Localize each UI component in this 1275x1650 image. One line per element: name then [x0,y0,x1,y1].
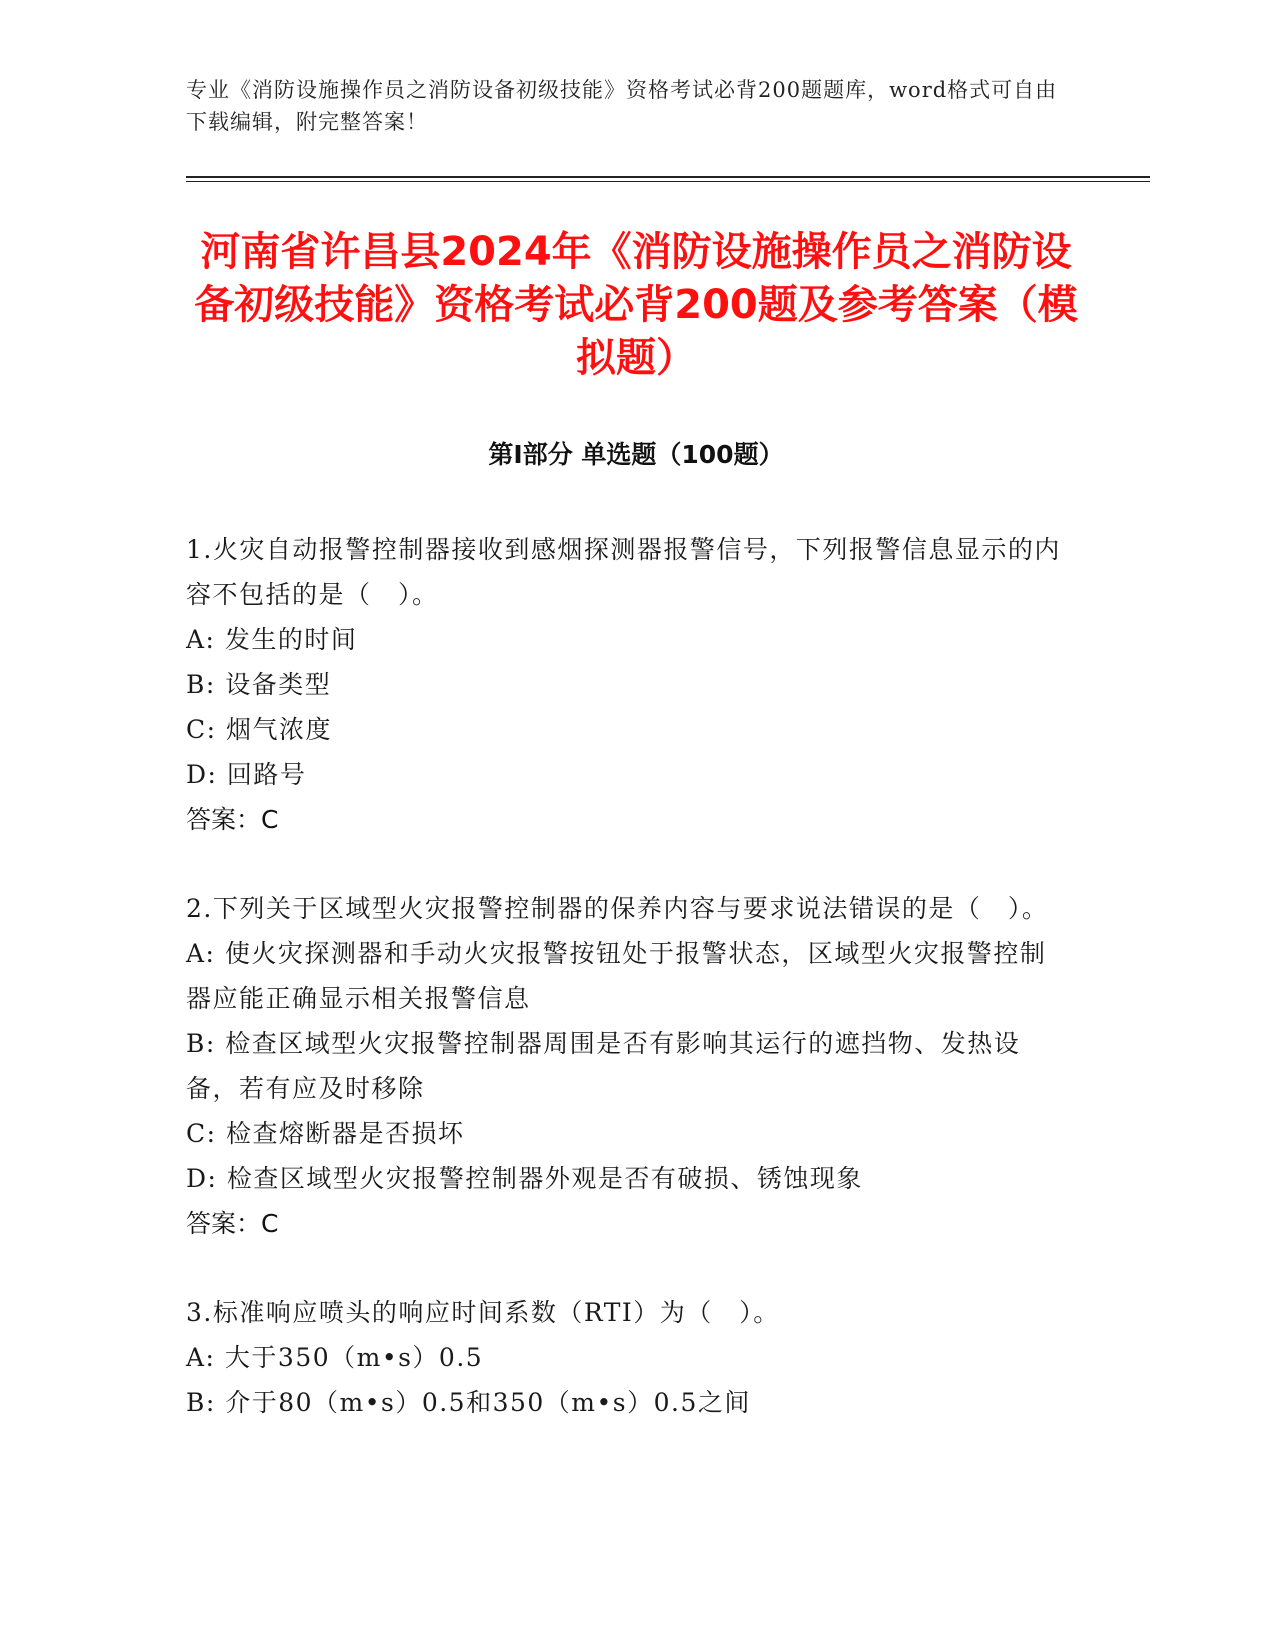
option-b: B: 设备类型 [186,670,332,699]
option-d: D: 检查区域型火灾报警控制器外观是否有破损、锈蚀现象 [186,1164,863,1193]
question-stem: 3.标准响应喷头的响应时间系数（RTI）为（ ）。 [186,1298,780,1327]
question-list [186,527,1066,1469]
header-rule-thick [186,176,1150,178]
question-stem: 1.火灾自动报警控制器接收到感烟探测器报警信号，下列报警信息显示的内容不包括的是（ ）。 [186,535,1061,609]
answer: 答案：C [186,805,279,834]
option-a: A: 大于350（m•s）0.5 [186,1343,484,1372]
header-rule-thin [186,181,1150,182]
option-a: A: 发生的时间 [186,625,358,654]
answer: 答案：C [186,1209,279,1238]
question-stem: 2.下列关于区域型火灾报警控制器的保养内容与要求说法错误的是（ ）。 [186,894,1049,923]
header-note: 专业《消防设施操作员之消防设备初级技能》资格考试必背200题题库，word格式可自由下载编辑，附完整答案！ [186,78,1058,134]
question-2 [186,886,1066,1246]
option-a: A: 使火灾探测器和手动火灾报警按钮处于报警状态，区域型火灾报警控制器应能正确显示相关报警信息 [186,939,1047,1013]
question-1 [186,527,1066,842]
option-b: B: 介于80（m•s）0.5和350（m•s）0.5之间 [186,1388,751,1417]
option-c: C: 检查熔断器是否损坏 [186,1119,465,1148]
option-c: C: 烟气浓度 [186,715,332,744]
option-b: B: 检查区域型火灾报警控制器周围是否有影响其运行的遮挡物、发热设备，若有应及时移除 [186,1029,1021,1103]
section-title: 第I部分 单选题（100题） [488,440,784,469]
question-3 [186,1290,1066,1425]
document-title: 河南省许昌县2024年《消防设施操作员之消防设备初级技能》资格考试必背200题及参考答案（模拟题） [194,229,1078,381]
option-d: D: 回路号 [186,760,307,789]
